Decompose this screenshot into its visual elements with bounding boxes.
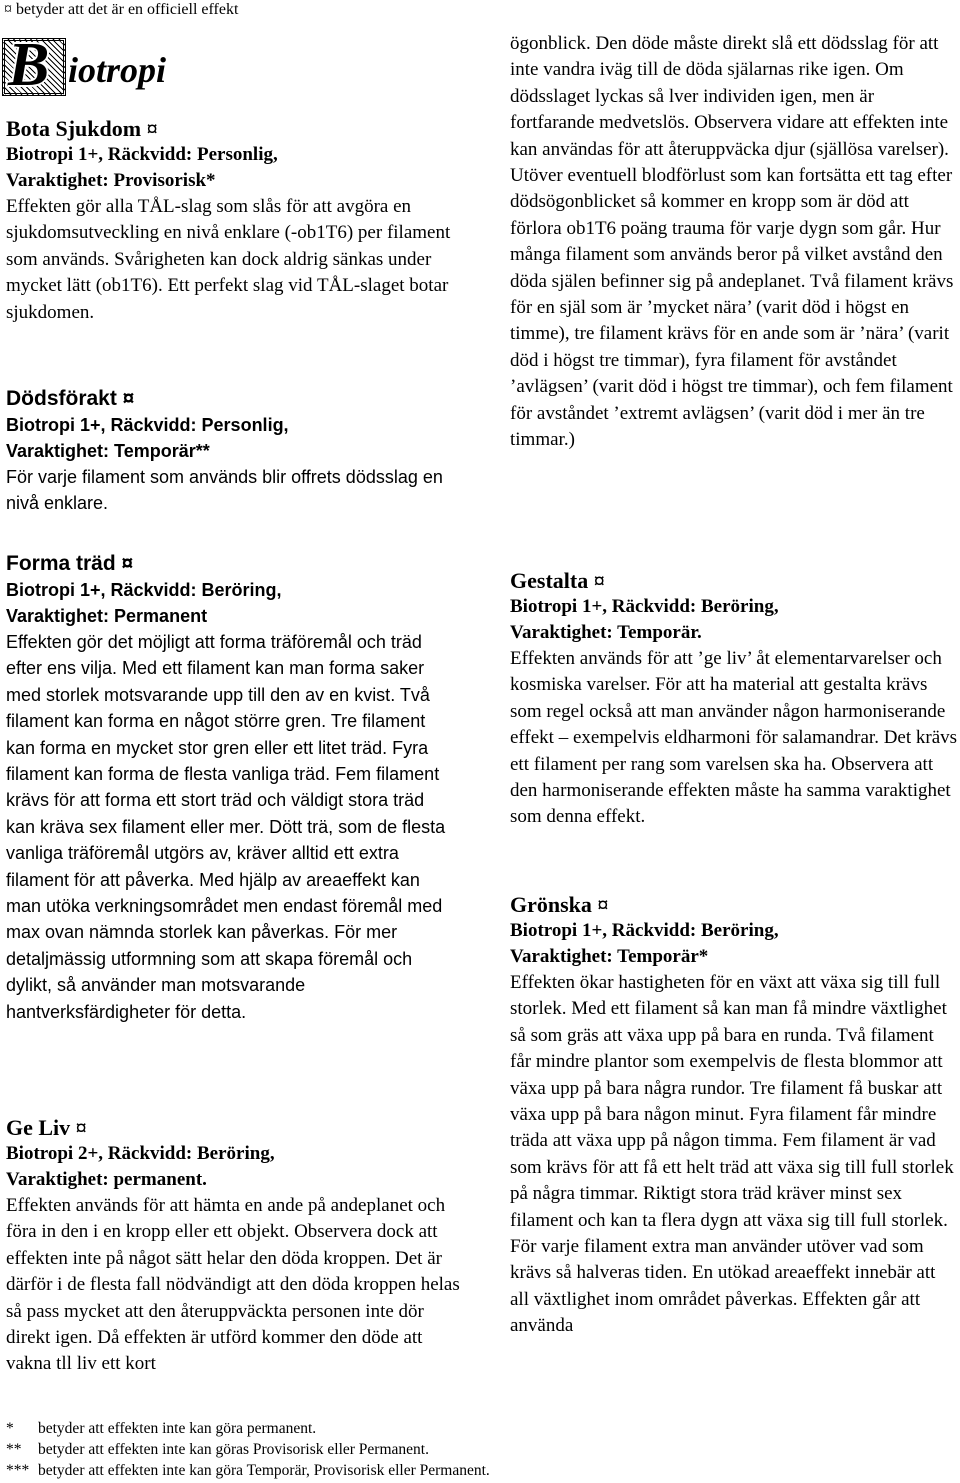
section-title: Bota Sjukdom ¤ [6,116,158,141]
section-meta-duration: Varaktighet: permanent. [6,1169,207,1190]
section-body: Effekten används för att ’ge liv’ åt elementarvarelser och kosmiska varelser. För att ha material att gestalta krävs som regel också att man använder någon harmoniserande effekt – exempelvis eldharmoni för salamandrar. Det krävs ett filament per rang som varelsen ska ha. Observera att den harmoniserande effekten måste ha samma varaktighet som denna effekt. [510,648,958,828]
section-meta-range: Biotropi 1+, Räckvidd: Beröring, [6,580,282,600]
logo-initial: B [8,31,50,99]
section-meta-duration: Varaktighet: Temporär* [510,946,709,967]
footnote-mark: * [6,1420,14,1437]
section-meta-range: Biotropi 1+, Räckvidd: Personlig, [6,415,289,435]
section-meta-duration: Varaktighet: Permanent [6,606,208,626]
footnote-text: betyder att effekten inte kan göras Provisorisk eller Permanent. [38,1441,429,1458]
section-meta-duration: Varaktighet: Temporär** [6,441,210,461]
biotropi-logo [2,32,192,100]
footnote [6,1418,490,1439]
section-body: Effekten gör det möjligt att forma träföremål och träd efter ens vilja. Med ett filament kan man forma saker med storlek motsvarande upp till den av en kvist. Två filament kan forma en något större gren. Tre filament kan forma en mycket stor gren eller ett litet träd. Fyra filament kan forma de flesta vanliga träd. Fem filament krävs för att forma ett stort träd och väldigt stora träd kan kräva sex filament eller mer. Dött trä, som de flesta vanliga träföremål utgörs av, kräver alltid ett extra filament för att påverka. Med hjälp av areaeffekt kan man utöka verkningsområdet men endast föremål med max ovan nämnda storlek kan påverkas. För mer detaljmässig utformning som att skapa föremål och dylikt, så använder man motsvarande hantverksfärdigheter för detta. [6,632,446,1022]
footnote-mark: ** [6,1441,22,1458]
section-gestalta [510,568,958,831]
official-effect-note: ¤ betyder att det är en officiell effekt [4,1,239,18]
section-title: Ge Liv ¤ [6,1115,87,1140]
section-body: Effekten ökar hastigheten för en växt att växa sig till full storlek. Med ett filament så kan man få mindre växtlighet så som gräs att växa upp på bara en runda. Två filament får mindre plantor som exempelvis de flesta blommor att växa upp på bara några rundor. Tre filament få buskar att växa upp på bara någon minut. Fyra filament får mindre träda att växa upp på någon timma. Fem filament är vad som krävs för att få ett helt träd att växa sig till full storlek på några timmar. Riktigt stora träd kräver minst sex filament och kan ta flera dygn att växa sig till full storlek. För varje filament extra man använder utöver vad som krävs så halveras tiden. En utökad areaeffekt innebär att all växtlighet inom området påverkas. Effekten går att använda [510,972,954,1337]
logo-title: iotropi [68,50,167,90]
footnote-text: betyder att effekten inte kan göra permanent. [38,1420,317,1437]
footnote-text: betyder att effekten inte kan göra Temporär, Provisorisk eller Permanent. [38,1462,490,1479]
section-body: Effekten gör alla TÅL-slag som slås för att avgöra en sjukdomsutveckling en nivå enklare (-ob1T6) per filament som används. Svårigheten kan dock aldrig sänkas under mycket lätt (ob1T6). Ett perfekt slag vid TÅL-slaget botar sjukdomen. [6,196,451,323]
section-body: ögonblick. Den döde måste direkt slå ett dödsslag för att inte vandra iväg till de döda själarnas rike igen. Om dödsslaget lyckas så lver individen igen, men är fortfarande medvetslös. Observera vidare att effekten inte kan användas för att återuppväcka djur (själlösa varelser). Utöver eventuell blodförlust som kan fortsätta ett tag efter dödsögonblicket så kommer en kropp som är död att förlora ob1T6 poäng trauma för varje dygn som går. Hur många filament som används beror på vilket avstånd den döda själen befinner sig på andeplanet. Två filament krävs för en själ som är ’mycket nära’ (varit död i högst en timme), tre filament krävs för en ande som är ’nära’ (varit död i högst tre timmar), fyra filament för avståndet ’avlägsen’ (varit död i högst tre timmar), och fem filament för avståndet ’extremt avlägsen’ (varit död i mer än tre timmar.) [510,33,954,451]
section-body: För varje filament som används blir offrets dödsslag en nivå enklare. [6,467,443,514]
section-ge-liv-continued [510,31,958,454]
section-title: Grönska ¤ [510,892,609,917]
section-body: Effekten används för att hämta en ande på andeplanet och föra in den i en kropp eller ett objekt. Observera dock att effekten inte på något sätt helar den döda kroppen. Det är därför i de flesta fall nödvändigt att den döda kroppen helas så pass mycket att den återuppväckta personen inte dör direkt igen. Då effekten är utförd kommer den döde att vakna tll liv ett kort [6,1195,460,1375]
section-meta-duration: Varaktighet: Provisorisk* [6,170,216,191]
section-title: Forma träd ¤ [6,552,134,575]
section-bota-sjukdom [6,116,458,326]
section-meta-range: Biotropi 1+, Räckvidd: Beröring, [510,596,779,617]
section-title: Dödsförakt ¤ [6,387,135,410]
footnote [6,1460,490,1481]
footnotes [6,1418,490,1481]
footnote [6,1439,490,1460]
section-meta-range: Biotropi 2+, Räckvidd: Beröring, [6,1143,275,1164]
section-dodsforakt [6,386,458,517]
section-meta-range: Biotropi 1+, Räckvidd: Personlig, [6,144,278,165]
section-meta-range: Biotropi 1+, Räckvidd: Beröring, [510,920,779,941]
section-title: Gestalta ¤ [510,568,605,593]
footnote-mark: *** [6,1462,30,1479]
section-gronska [510,892,958,1340]
section-forma-trad [6,551,458,1025]
section-meta-duration: Varaktighet: Temporär. [510,622,702,643]
section-ge-liv [6,1115,461,1378]
